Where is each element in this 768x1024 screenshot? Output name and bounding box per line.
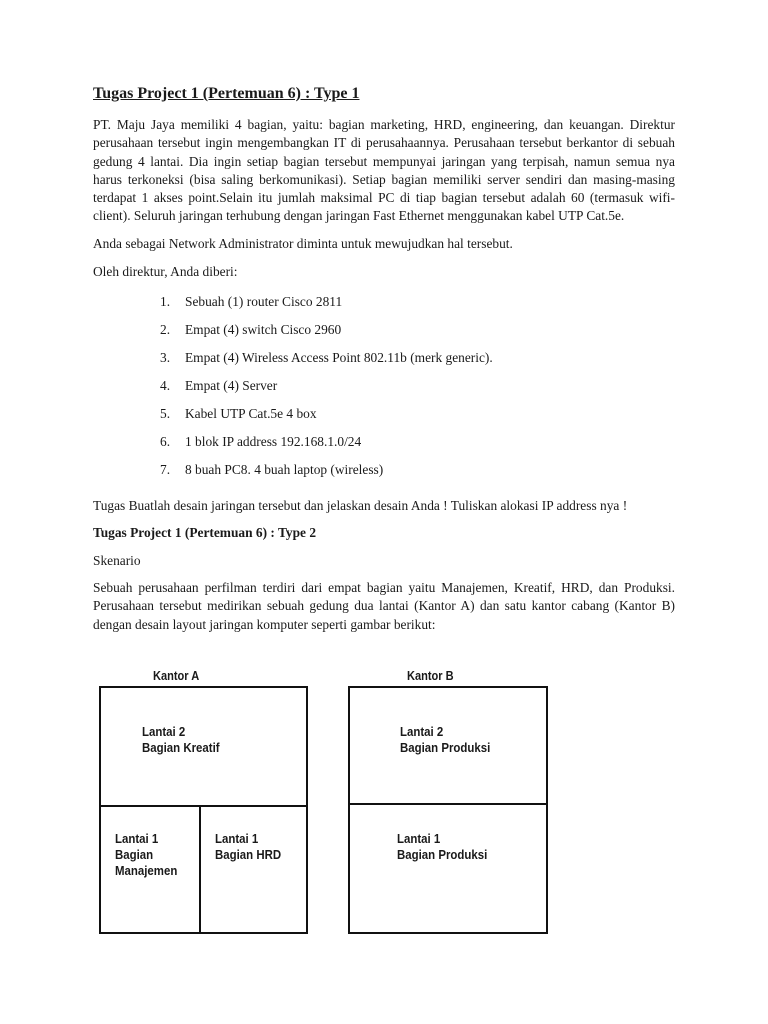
kantor-b-building <box>348 686 548 934</box>
equipment-list <box>93 293 675 489</box>
list-item-number: 1. <box>160 293 171 309</box>
kantor-b-lantai2-label: Lantai 2 Bagian Produksi <box>400 724 491 755</box>
list-item-number: 2. <box>160 321 171 337</box>
list-item <box>93 321 675 349</box>
list-item-text: Empat (4) Server <box>185 377 278 393</box>
type1-task-paragraph: Tugas Buatlah desain jaringan tersebut dan jelaskan desain Anda ! Tuliskan alokasi IP address nya ! <box>93 497 628 513</box>
list-item-number: 3. <box>160 349 171 365</box>
kantor-b-lantai1-label: Lantai 1 Bagian Produksi <box>397 831 488 862</box>
list-item <box>93 293 675 321</box>
list-item-number: 5. <box>160 405 171 421</box>
list-item <box>93 349 675 377</box>
list-item-number: 7. <box>160 461 171 477</box>
type1-intro-paragraph: PT. Maju Jaya memiliki 4 bagian, yaitu: bagian marketing, HRD, engineering, dan keuangan. Direktur perusahaan tersebut ingin mengembangkan IT di perusahaannya. Perusahaan tersebut berkantor di sebuah gedung 4 lantai. Dia ingin setiap bagian tersebut mempunyai jaringan yang terpisah, namun semua nya harus terkoneksi (bisa saling berkomunikasi). Setiap bagian memiliki server sendiri dan masing-masing terdapat 1 akses point.Selain itu jumlah maksimal PC di tiap bagian tersebut adalah 60 (termasuk wifi-client). Seluruh jaringan terhubung dengan jaringan Fast Ethernet menggunakan kabel UTP Cat.5e. <box>93 117 675 224</box>
list-item-text: Empat (4) Wireless Access Point 802.11b (merk generic). <box>185 349 493 365</box>
list-item <box>93 377 675 405</box>
kantor-a-label: Kantor A <box>153 668 200 683</box>
type2-title: Tugas Project 1 (Pertemuan 6) : Type 2 <box>93 525 317 541</box>
type1-role-paragraph: Anda sebagai Network Administrator diminta untuk mewujudkan hal tersebut. <box>93 235 513 251</box>
kantor-a-lantai2-label: Lantai 2 Bagian Kreatif <box>142 724 220 755</box>
document-body <box>93 84 675 643</box>
type1-title: Tugas Project 1 (Pertemuan 6) : Type 1 <box>93 85 360 102</box>
list-item-text: 1 blok IP address 192.168.1.0/24 <box>185 433 362 449</box>
type1-given-paragraph: Oleh direktur, Anda diberi: <box>93 263 238 279</box>
list-item-number: 6. <box>160 433 171 449</box>
kantor-b-label: Kantor B <box>407 668 454 683</box>
list-item-text: 8 buah PC8. 4 buah laptop (wireless) <box>185 461 384 477</box>
kantor-b-floor-divider <box>348 803 548 805</box>
kantor-a-room-divider <box>199 806 201 934</box>
list-item-text: Sebuah (1) router Cisco 2811 <box>185 293 343 309</box>
kantor-a-lantai1-manajemen-label: Lantai 1 Bagian Manajemen <box>115 831 178 878</box>
list-item-text: Empat (4) switch Cisco 2960 <box>185 321 342 337</box>
kantor-a-building <box>99 686 308 934</box>
type2-scenario-label: Skenario <box>93 553 141 569</box>
kantor-a-floor-divider <box>99 805 308 807</box>
list-item-text: Kabel UTP Cat.5e 4 box <box>185 405 317 421</box>
list-item-number: 4. <box>160 377 171 393</box>
list-item <box>93 405 675 433</box>
list-item <box>93 433 675 461</box>
list-item <box>93 461 675 489</box>
kantor-a-lantai1-hrd-label: Lantai 1 Bagian HRD <box>215 831 282 862</box>
type2-scenario-paragraph: Sebuah perusahaan perfilman terdiri dari empat bagian yaitu Manajemen, Kreatif, HRD, dan Produksi. Perusahaan tersebut medirikan sebuah gedung dua lantai (Kantor A) dan satu kantor cabang (Kantor B) dengan desain layout jaringan komputer seperti gambar berikut: <box>93 580 675 632</box>
